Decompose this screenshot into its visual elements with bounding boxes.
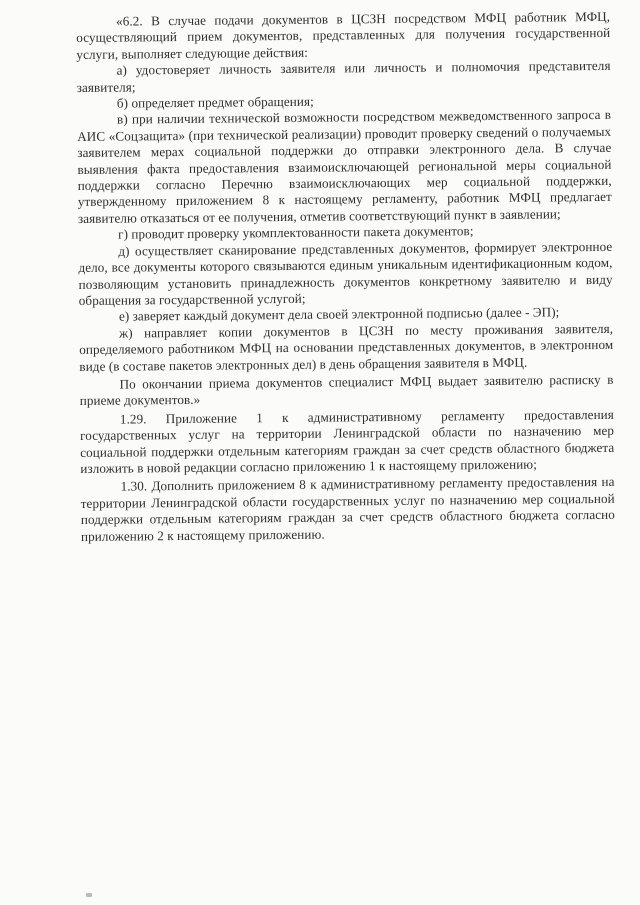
- document-body: [76, 9, 615, 545]
- paragraph-item-a: а) удостоверяет личность заявителя или личность и полномочия представителя заявителя;: [76, 58, 611, 95]
- paragraph-item-b: б) определяет предмет обращения;: [116, 93, 314, 111]
- paragraph-item-v: в) при наличии технической возможности посредством межведомственного запроса в АИС «Соцзащита» (при технической реализации) проводит проверку сведений о получаемых заявителем мерах социальной поддержки до отправки электронного дела. В случае выявления факта предоставления взаимоисключающей региональной меры социальной поддержки согласно Перечню взаимоисключающих мер социальной поддержки, утвержденному приложением 8 к настоящему регламенту, работник МФЦ предлагает заявителю отказаться от ее получения, отметив соответствующий пункт в заявлении;: [77, 107, 612, 226]
- paragraph-item-d: д) осуществляет сканирование представленных документов, формирует электронное дело, все документы которого связываются единым уникальным идентификационным кодом, позволяющим установить принадлежность документов конкретному заявителю и виду обращения за государственной услугой;: [78, 238, 613, 308]
- paragraph-item-g: г) проводит проверку укомплектованности пакета документов;: [118, 223, 474, 242]
- paragraph-6-2-intro: «6.2. В случае подачи документов в ЦСЗН посредством МФЦ работник МФЦ, осуществляющий прием документов, представленных для получения государственной услуги, выполняет следующие действия:: [76, 8, 611, 62]
- scan-mark: [86, 893, 92, 897]
- paragraph-item-e: е) заверяет каждый документ дела своей электронной подписью (далее - ЭП);: [118, 304, 560, 324]
- paragraph-1-30: 1.30. Дополнить приложением 8 к административному регламенту предоставления на территории Ленинградской области государственных услуг по назначению мер социальной поддержки отдельным категориям граждан за счет средств областного бюджета согласно приложению 2 к настоящему приложению.: [80, 474, 615, 544]
- paragraph-item-zh: ж) направляет копии документов в ЦСЗН по месту проживания заявителя, определяемого работником МФЦ на основании представленных документов, в электронном виде (в составе пакетов электронных дел) в день обращения заявителя в МФЦ.: [79, 320, 614, 374]
- paragraph-1-29: 1.29. Приложение 1 к административному регламенту предоставления государственных услуг на территории Ленинградской области по назначению мер социальной поддержки отдельным категориям граждан за счет средств областного бюджета изложить в новой редакции согласно приложению 1 к настоящему приложению;: [79, 406, 615, 476]
- paragraph-closing-receipt: По окончании приема документов специалист МФЦ выдает заявителю расписку в приеме документов.»: [79, 371, 614, 409]
